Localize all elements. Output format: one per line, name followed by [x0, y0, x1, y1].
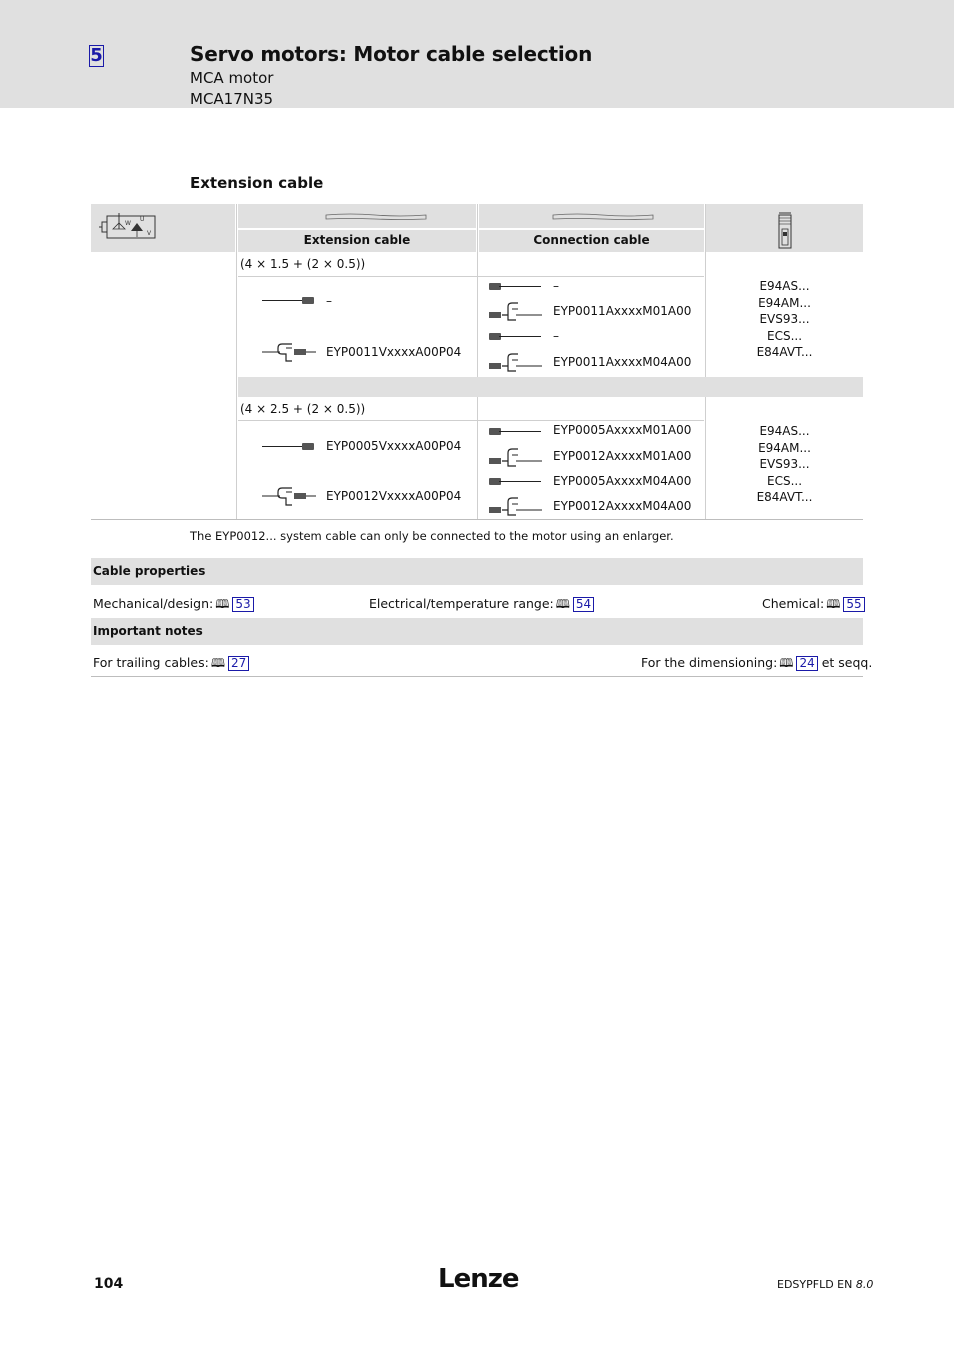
book-icon: 🕮 [210, 656, 225, 670]
dimensioning-reference [641, 654, 872, 675]
subtitle-motor-type: MCA17N35 [190, 90, 274, 108]
trailing-reference [93, 654, 249, 675]
angled-connector-icon [488, 300, 543, 322]
important-notes-heading: Important notes [93, 624, 203, 638]
angled-connector-icon [262, 341, 317, 363]
svg-text:U: U [140, 216, 145, 223]
page-link-27[interactable]: 27 [228, 656, 249, 671]
controller-item: E84AVT... [756, 490, 813, 504]
connection-cable-code: – [553, 329, 559, 343]
straight-connector-icon [262, 297, 316, 305]
table-bottom-border [91, 519, 863, 520]
table-footnote: The EYP0012... system cable can only be connected to the motor using an enlarger. [190, 529, 674, 543]
controller-list [706, 423, 863, 506]
extension-header-cell [238, 230, 476, 252]
page-link-54[interactable]: 54 [573, 597, 594, 612]
section-heading: Extension cable [190, 174, 324, 192]
book-icon: 🕮 [215, 597, 230, 611]
row-divider [238, 276, 704, 277]
column-divider [477, 204, 478, 520]
controller-item: E84AVT... [756, 345, 813, 359]
straight-connector-icon [489, 333, 541, 341]
row-divider [238, 420, 704, 421]
connection-icon-cell [479, 204, 704, 228]
chemical-reference [762, 595, 865, 616]
controller-item: ECS... [766, 473, 803, 488]
book-icon: 🕮 [826, 597, 841, 611]
extension-column-header: Extension cable [303, 233, 411, 247]
connection-cable-code: EYP0012AxxxxM01A00 [553, 449, 692, 463]
chapter-number-link[interactable]: 5 [90, 45, 103, 66]
cable-properties-bar [91, 558, 863, 585]
cross-section-label: (4 × 1.5 + (2 × 0.5)) [240, 257, 366, 271]
controller-list [706, 278, 863, 361]
page-number: 104 [94, 1276, 124, 1292]
connection-header-cell [479, 230, 704, 252]
mechanical-label: Mechanical/design: [93, 596, 214, 611]
document-id [777, 1278, 873, 1291]
straight-connector-icon [489, 478, 541, 486]
page-link-24[interactable]: 24 [796, 656, 817, 671]
connection-cable-code: – [553, 279, 559, 293]
notes-bottom-border [91, 676, 863, 677]
controller-item: E94AS... [759, 279, 810, 293]
controller-item: E94AM... [758, 440, 811, 455]
document-code: EDSYPFLD EN [777, 1278, 856, 1291]
connection-column-header: Connection cable [533, 233, 650, 247]
dimensioning-suffix: et seqq. [821, 655, 873, 670]
controller-item: E94AM... [758, 295, 811, 310]
extension-icon-cell [238, 204, 476, 228]
extension-cable-code: EYP0011VxxxxA00P04 [326, 345, 462, 359]
trailing-label: For trailing cables: [93, 655, 209, 670]
extension-cable-code: EYP0012VxxxxA00P04 [326, 489, 462, 503]
page-link-53[interactable]: 53 [232, 597, 253, 612]
electrical-label: Electrical/temperature range: [369, 596, 554, 611]
lenze-logo: Lenze [438, 1264, 519, 1294]
svg-text:W: W [125, 220, 131, 227]
subtitle-motor-series: MCA motor [190, 69, 274, 87]
drive-controller-icon [777, 211, 793, 249]
connection-cable-code: EYP0005AxxxxM04A00 [553, 474, 692, 488]
chemical-label: Chemical: [762, 596, 825, 611]
important-notes-bar [91, 618, 863, 645]
electrical-reference [369, 595, 594, 616]
extension-cable-code: – [326, 294, 332, 308]
mechanical-reference [93, 595, 254, 616]
controller-item: ECS... [766, 328, 803, 343]
straight-connector-icon [262, 443, 316, 451]
header-band [0, 0, 954, 108]
straight-connector-icon [489, 283, 541, 291]
drive-header-cell [706, 204, 863, 252]
cross-section-label: (4 × 2.5 + (2 × 0.5)) [240, 402, 366, 416]
extension-cable-code: EYP0005VxxxxA00P04 [326, 439, 462, 453]
cable-icon [325, 213, 427, 221]
document-version: 8.0 [855, 1278, 874, 1291]
controller-item: EVS93... [759, 457, 810, 471]
controller-item: E94AS... [759, 424, 810, 438]
page-link-55[interactable]: 55 [843, 597, 864, 612]
angled-connector-icon [488, 351, 543, 373]
connection-cable-code: EYP0011AxxxxM01A00 [553, 304, 692, 318]
svg-text:V: V [147, 230, 152, 237]
angled-connector-icon [488, 495, 543, 517]
connection-cable-code: EYP0005AxxxxM01A00 [553, 423, 692, 437]
cable-icon [552, 213, 654, 221]
cable-properties-heading: Cable properties [93, 564, 206, 578]
motor-header-cell [91, 204, 235, 252]
book-icon: 🕮 [779, 656, 794, 670]
connection-cable-code: EYP0012AxxxxM04A00 [553, 499, 692, 513]
straight-connector-icon [489, 428, 541, 436]
angled-connector-icon [488, 446, 543, 468]
book-icon: 🕮 [555, 597, 570, 611]
column-divider [236, 204, 237, 520]
motor-symbol-icon [99, 213, 159, 241]
page-title: Servo motors: Motor cable selection [190, 42, 593, 66]
group-separator [238, 377, 863, 397]
dimensioning-label: For the dimensioning: [641, 655, 778, 670]
angled-connector-icon [262, 485, 317, 507]
controller-item: EVS93... [759, 312, 810, 326]
connection-cable-code: EYP0011AxxxxM04A00 [553, 355, 692, 369]
